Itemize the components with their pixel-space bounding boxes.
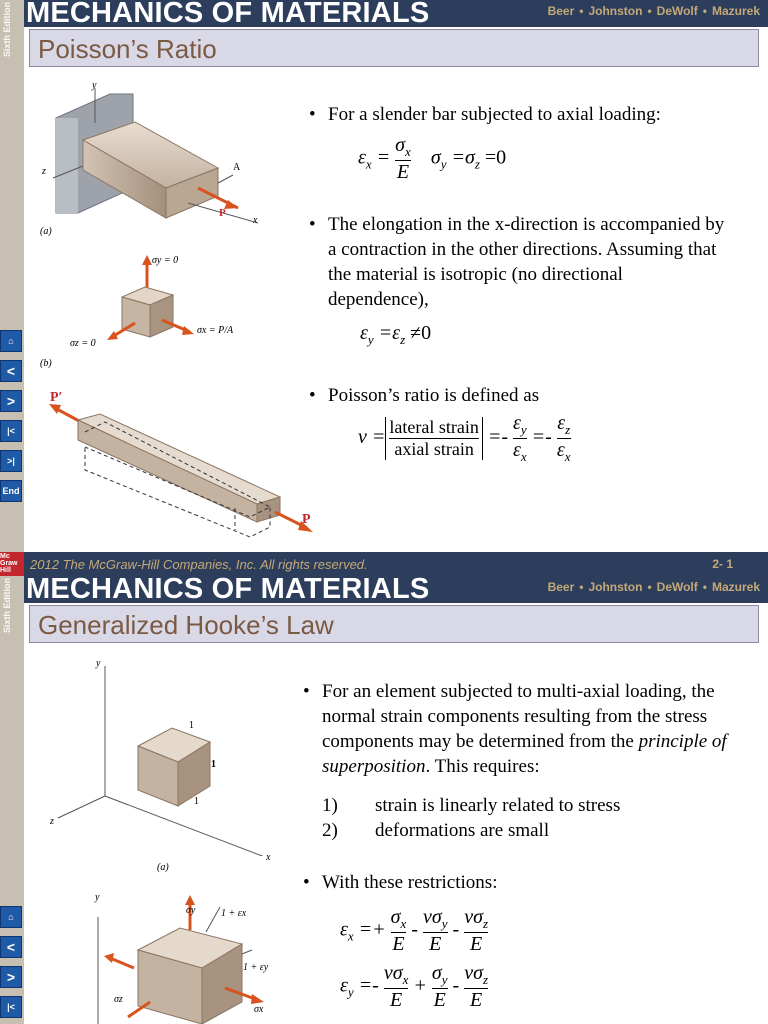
- first-nav-button[interactable]: |<: [0, 996, 22, 1018]
- next-nav-button[interactable]: >: [0, 390, 22, 412]
- end-nav-button[interactable]: End: [0, 480, 22, 502]
- authors: Beer • Johnston • DeWolf • Mazurek: [547, 580, 760, 594]
- fig2-y-label: y: [96, 658, 101, 669]
- slide-generalized-hookes-law: Sixth Edition ⌂ < > |< MECHANICS OF MATERIALS Beer • Johnston • DeWolf • Mazurek Generalized Hooke’s Law y z x 1 1 1 (a) y σy 1 + εx 1 + εy σz σx • For an element subjected to multi-axial loading, the normal strain components resulting from the stress components may be determined from the principle of superposition. This requires: 1) strain is linearly related to stress 2) deformations are small • With these restrictions: $\varepsilon_x$ =+ $\frac{\sigma_x}{E}$ - $\nu\sigma_y$ E - $\nu\sigma_z$ E $\varepsilon_y$ =- $\nu\sigma_x$ E + $\frac{\sigma_y}{E}$ - $\nu\sigma_z$ E: [0, 576, 768, 1024]
- footer-bar: [0, 552, 768, 576]
- fig-b-sigma-z-label: σz = 0: [70, 338, 96, 349]
- main-title: MECHANICS OF MATERIALS: [26, 0, 430, 29]
- first-nav-button[interactable]: |<: [0, 420, 22, 442]
- bullet-restrictions: • With these restrictions:: [303, 872, 498, 893]
- fig-a-z-label: z: [42, 166, 46, 177]
- fig-b-caption: (b): [40, 358, 52, 369]
- fig2-caption: (a): [157, 862, 169, 873]
- fig2-x-label: x: [266, 852, 271, 863]
- fig2b-sigma-y-label: σy: [186, 905, 196, 916]
- authors: Beer • Johnston • DeWolf • Mazurek: [547, 4, 760, 18]
- copyright: 2012 The McGraw-Hill Companies, Inc. All rights reserved.: [30, 557, 368, 572]
- slide-subtitle: Generalized Hooke’s Law: [38, 610, 334, 640]
- fig2b-ex-label: 1 + εx: [221, 908, 247, 919]
- fig2b-sigma-x-label: σx: [254, 1004, 264, 1015]
- fig2-one-right: 1: [211, 759, 216, 770]
- equation-strain-y-general: $\varepsilon_y$ =- $\nu\sigma_x$ E + $\frac{\sigma_y}{E}$ - $\nu\sigma_z$ E: [340, 962, 488, 1011]
- bullet-multiaxial: • For an element subjected to multi-axial loading, the normal strain components resulting from the stress components may be determined from the principle of superposition. This requires:: [303, 681, 727, 777]
- sidebar: [0, 0, 24, 576]
- author: Mazurek: [711, 580, 760, 594]
- edition-label: Sixth Edition: [2, 2, 12, 57]
- fig2b-y-label: y: [95, 892, 100, 903]
- fig2b-sigma-z-label: σz: [114, 994, 123, 1005]
- mcgraw-hill-logo: Mc Graw Hill: [0, 552, 24, 576]
- fig-c-Pprime-label: P′: [50, 390, 63, 405]
- equation-strain-yz: $\varepsilon_y =\varepsilon_z \ne 0$: [360, 322, 432, 347]
- fig2-one-bottom: 1: [194, 796, 199, 807]
- fig-c-P-label: P: [302, 512, 311, 527]
- author: Johnston: [588, 580, 643, 594]
- figure-bar-axial: [38, 78, 278, 243]
- previous-nav-button[interactable]: <: [0, 936, 22, 958]
- fig2-one-top: 1: [189, 720, 194, 731]
- edition-label: Sixth Edition: [2, 578, 12, 633]
- figure-unit-cube: [40, 656, 280, 856]
- equation-strain-x: $\varepsilon_x$ = $\frac{\sigma_x}{E}$ $\sigma_y =\sigma_z =0$: [358, 134, 507, 183]
- slide-subtitle: Poisson’s Ratio: [38, 34, 217, 64]
- equation-poissons-ratio: ν = lateral strain axial strain =- $\frac{\varepsilon_y}{\varepsilon_x}$ =- $\frac{\varepsilon_z}{\varepsilon_x}$: [358, 412, 571, 464]
- last-nav-button[interactable]: >|: [0, 450, 22, 472]
- fig-a-P-label: P: [219, 207, 226, 219]
- author: DeWolf: [656, 4, 698, 18]
- previous-nav-button[interactable]: <: [0, 360, 22, 382]
- page-number: 2- 1: [712, 557, 733, 571]
- fig-b-sigma-x-label: σx = P/A: [197, 325, 234, 336]
- subtitle-box: [29, 29, 759, 67]
- author: Johnston: [588, 4, 643, 18]
- fig2b-ey-label: 1 + εy: [243, 962, 269, 973]
- author: Beer: [547, 580, 575, 594]
- author: Mazurek: [711, 4, 760, 18]
- sidebar: [0, 576, 24, 1024]
- next-nav-button[interactable]: >: [0, 966, 22, 988]
- fig-a-A-label: A: [233, 162, 241, 173]
- bullet-poissons-ratio: • Poisson’s ratio is defined as: [309, 385, 540, 406]
- fig-a-y-label: y: [92, 80, 97, 91]
- equation-strain-x-general: $\varepsilon_x$ =+ $\frac{\sigma_x}{E}$ - $\nu\sigma_y$ E - $\nu\sigma_z$ E: [340, 906, 489, 955]
- bullet-elongation: • The elongation in the x-direction is accompanied by a contraction in the other directions. Assuming that the material is isotropic (no directional dependence),: [309, 214, 725, 310]
- author: DeWolf: [656, 580, 698, 594]
- home-nav-button[interactable]: ⌂: [0, 330, 22, 352]
- figure-stress-element: [100, 255, 210, 355]
- subtitle-box: [29, 605, 759, 643]
- fig-a-x-label: x: [253, 215, 258, 226]
- fig-a-caption: (a): [40, 226, 52, 237]
- figure-bar-deformed: [45, 392, 325, 542]
- main-title: MECHANICS OF MATERIALS: [26, 576, 430, 605]
- bullet-axial-loading: • For a slender bar subjected to axial loading:: [309, 104, 661, 125]
- fig-b-sigma-y-label: σy = 0: [152, 255, 179, 266]
- fig2-z-label: z: [50, 816, 54, 827]
- author: Beer: [547, 4, 575, 18]
- home-nav-button[interactable]: ⌂: [0, 906, 22, 928]
